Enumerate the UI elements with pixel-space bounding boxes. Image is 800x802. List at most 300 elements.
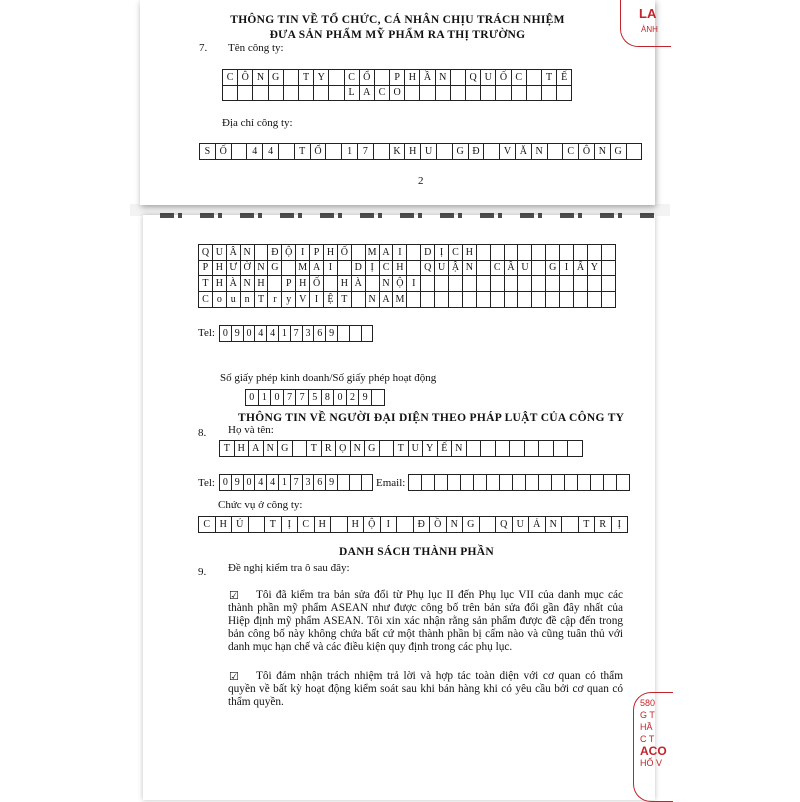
- email-cells: [408, 474, 630, 491]
- char-cell: [435, 475, 448, 490]
- char-cell: [602, 276, 616, 291]
- char-cell: [477, 260, 491, 275]
- stamp-bottom-text-6: HỐ V: [640, 758, 663, 768]
- char-cell: Ấ: [574, 260, 588, 275]
- char-cell: [546, 245, 560, 260]
- char-cell: [539, 441, 554, 456]
- char-cell: Ộ: [282, 245, 296, 260]
- char-cell: 9: [232, 475, 244, 490]
- char-cell: 1: [259, 390, 272, 405]
- char-cell: [338, 475, 350, 490]
- char-cell: [542, 85, 557, 100]
- char-cell: [627, 144, 643, 159]
- char-cell: P: [310, 245, 324, 260]
- char-cell: G: [611, 144, 627, 159]
- document-page-1: [140, 0, 655, 205]
- char-cell: Ị: [612, 517, 629, 532]
- char-cell: [505, 245, 519, 260]
- char-cell: [421, 276, 435, 291]
- char-cell: Ầ: [420, 70, 435, 85]
- char-cell: u: [227, 292, 241, 307]
- char-cell: 9: [359, 390, 372, 405]
- char-cell: [436, 85, 451, 100]
- char-cell: [491, 245, 505, 260]
- char-cell: U: [435, 260, 449, 275]
- page1-title-line1: THÔNG TIN VỀ TỔ CHỨC, CÁ NHÂN CHỊU TRÁCH NHIỆM: [230, 14, 565, 26]
- char-cell: N: [255, 260, 269, 275]
- char-cell: [409, 475, 422, 490]
- char-cell: [477, 292, 491, 307]
- char-cell: H: [255, 276, 269, 291]
- char-cell: 6: [314, 326, 326, 341]
- char-cell: [329, 85, 344, 100]
- char-cell: Q: [496, 517, 513, 532]
- char-cell: [451, 85, 466, 100]
- char-cell: [604, 475, 617, 490]
- char-cell: [435, 276, 449, 291]
- char-cell: Ủ: [232, 517, 249, 532]
- stamp-bottom-text-4: C T: [640, 734, 655, 744]
- char-cell: C: [563, 144, 579, 159]
- char-cell: 1: [279, 326, 291, 341]
- char-cell: [374, 144, 390, 159]
- char-cell: P: [199, 260, 213, 275]
- char-cell: T: [579, 517, 596, 532]
- char-cell: [518, 292, 532, 307]
- char-cell: Y: [423, 441, 438, 456]
- char-cell: [512, 85, 527, 100]
- char-cell: Ô: [238, 70, 253, 85]
- company-name-row-1: [222, 69, 572, 86]
- char-cell: U: [481, 70, 496, 85]
- char-cell: [548, 144, 564, 159]
- char-cell: [338, 326, 350, 341]
- char-cell: [496, 441, 511, 456]
- char-cell: 5: [309, 390, 322, 405]
- char-cell: 8: [322, 390, 335, 405]
- char-cell: [338, 260, 352, 275]
- char-cell: G: [365, 441, 380, 456]
- section-9-number: 9.: [198, 566, 207, 578]
- char-cell: G: [546, 260, 560, 275]
- license-number-cells: [245, 389, 385, 406]
- char-cell: 3: [303, 475, 315, 490]
- char-cell: 9: [232, 326, 244, 341]
- char-cell: C: [449, 245, 463, 260]
- char-cell: [574, 292, 588, 307]
- char-cell: [602, 292, 616, 307]
- address-row-4: [198, 276, 616, 292]
- char-cell: Ă: [516, 144, 532, 159]
- char-cell: I: [296, 245, 310, 260]
- char-cell: [588, 276, 602, 291]
- char-cell: [562, 517, 579, 532]
- char-cell: [435, 292, 449, 307]
- char-cell: I: [310, 292, 324, 307]
- char-cell: C: [345, 70, 360, 85]
- char-cell: [602, 245, 616, 260]
- char-cell: 7: [284, 390, 297, 405]
- char-cell: [314, 85, 329, 100]
- char-cell: [437, 144, 453, 159]
- char-cell: [557, 85, 572, 100]
- char-cell: Ư: [227, 260, 241, 275]
- stamp-bottom-text-2: G T: [640, 710, 655, 720]
- stamp-bottom-text-5: ACO: [640, 744, 667, 758]
- char-cell: 9: [326, 475, 338, 490]
- char-cell: [588, 245, 602, 260]
- char-cell: Ô: [579, 144, 595, 159]
- char-cell: Q: [421, 260, 435, 275]
- char-cell: [331, 517, 348, 532]
- rep-name-cells: [219, 440, 583, 457]
- char-cell: H: [338, 276, 352, 291]
- char-cell: Đ: [268, 245, 282, 260]
- char-cell: U: [513, 517, 530, 532]
- char-cell: 0: [334, 390, 347, 405]
- char-cell: A: [310, 260, 324, 275]
- char-cell: [518, 245, 532, 260]
- char-cell: [449, 276, 463, 291]
- char-cell: [329, 70, 344, 85]
- char-cell: R: [322, 441, 337, 456]
- char-cell: 7: [358, 144, 374, 159]
- address-row-5: [198, 292, 616, 308]
- char-cell: [463, 276, 477, 291]
- char-cell: [420, 85, 435, 100]
- char-cell: [560, 276, 574, 291]
- declaration-paragraph-2: Tôi đảm nhận trách nhiệm trả lời và hợp tác toàn diện với cơ quan có thẩm quyền về bất kỳ hoạt động kiểm soát sau khi bán hàng khi có yêu cầu bởi cơ quan có thẩm quyền.: [228, 670, 623, 708]
- char-cell: T: [542, 70, 557, 85]
- char-cell: 0: [244, 475, 256, 490]
- stamp-top-text-1: LA: [639, 6, 657, 21]
- char-cell: H: [216, 517, 233, 532]
- char-cell: T: [338, 292, 352, 307]
- char-cell: [546, 292, 560, 307]
- char-cell: 4: [263, 144, 279, 159]
- char-cell: H: [405, 144, 421, 159]
- char-cell: P: [282, 276, 296, 291]
- char-cell: G: [278, 441, 293, 456]
- char-cell: [527, 70, 542, 85]
- char-cell: 2: [347, 390, 360, 405]
- char-cell: T: [299, 70, 314, 85]
- char-cell: Q: [199, 245, 213, 260]
- char-cell: Q: [466, 70, 481, 85]
- char-cell: C: [375, 85, 390, 100]
- char-cell: N: [264, 441, 279, 456]
- char-cell: A: [380, 292, 394, 307]
- char-cell: Ổ: [360, 70, 375, 85]
- char-cell: D: [421, 245, 435, 260]
- char-cell: Ọ: [336, 441, 351, 456]
- ingredients-title: DANH SÁCH THÀNH PHẦN: [339, 546, 494, 558]
- char-cell: Ờ: [241, 260, 255, 275]
- char-cell: G: [268, 260, 282, 275]
- char-cell: N: [380, 276, 394, 291]
- page-number: 2: [418, 175, 424, 187]
- char-cell: [565, 475, 578, 490]
- char-cell: V: [296, 292, 310, 307]
- char-cell: [362, 326, 374, 341]
- char-cell: 7: [291, 326, 303, 341]
- char-cell: 0: [271, 390, 284, 405]
- char-cell: [380, 441, 395, 456]
- char-cell: C: [199, 517, 216, 532]
- char-cell: [255, 245, 269, 260]
- char-cell: [421, 292, 435, 307]
- char-cell: [279, 144, 295, 159]
- char-cell: I: [324, 260, 338, 275]
- char-cell: [527, 85, 542, 100]
- char-cell: [352, 245, 366, 260]
- char-cell: P: [390, 70, 405, 85]
- char-cell: N: [447, 517, 464, 532]
- char-cell: [481, 441, 496, 456]
- char-cell: [238, 85, 253, 100]
- char-cell: [474, 475, 487, 490]
- char-cell: [546, 276, 560, 291]
- char-cell: [539, 475, 552, 490]
- char-cell: A: [249, 441, 264, 456]
- declaration-paragraph-1: Tôi đã kiểm tra bản sửa đổi từ Phụ lục II đến Phụ lục VII của danh mục các thành phần mỹ phẩm ASEAN như được công bố trên bản sửa đổi gần đây nhất của Hiệp định mỹ phẩm ASEAN. Tôi xin xác nhận rằng sản phẩm được đề cập đến trong bản công bố này không chứa bất cứ một thành phần bị cấm nào và cũng tuân thủ với danh mục hạn chế và các điều kiện quy định trong các phụ lục.: [228, 589, 623, 653]
- char-cell: [477, 245, 491, 260]
- char-cell: Ậ: [449, 260, 463, 275]
- license-label: Số giấy phép kinh doanh/Số giấy phép hoạt động: [220, 372, 437, 384]
- char-cell: [249, 517, 266, 532]
- char-cell: G: [453, 144, 469, 159]
- char-cell: A: [360, 85, 375, 100]
- char-cell: [480, 517, 497, 532]
- char-cell: o: [213, 292, 227, 307]
- char-cell: [407, 260, 421, 275]
- char-cell: G: [269, 70, 284, 85]
- char-cell: [532, 292, 546, 307]
- section-8-number: 8.: [198, 427, 207, 439]
- char-cell: T: [199, 276, 213, 291]
- char-cell: N: [436, 70, 451, 85]
- char-cell: [513, 475, 526, 490]
- char-cell: [461, 475, 474, 490]
- char-cell: [223, 85, 238, 100]
- char-cell: N: [253, 70, 268, 85]
- char-cell: H: [296, 276, 310, 291]
- char-cell: [448, 475, 461, 490]
- char-cell: Ổ: [311, 144, 327, 159]
- char-cell: Ồ: [430, 517, 447, 532]
- company-address-row-1: [199, 143, 642, 160]
- char-cell: U: [213, 245, 227, 260]
- tel-label: Tel:: [198, 327, 215, 339]
- rep-name-label: Họ và tên:: [228, 424, 274, 436]
- char-cell: [350, 326, 362, 341]
- char-cell: [505, 276, 519, 291]
- char-cell: [463, 292, 477, 307]
- char-cell: 7: [296, 390, 309, 405]
- char-cell: 1: [279, 475, 291, 490]
- char-cell: U: [421, 144, 437, 159]
- char-cell: C: [380, 260, 394, 275]
- char-cell: Ố: [496, 70, 511, 85]
- char-cell: N: [463, 260, 477, 275]
- char-cell: N: [366, 292, 380, 307]
- checkbox-2-icon: ☑: [229, 671, 239, 683]
- char-cell: [568, 441, 583, 456]
- char-cell: 4: [255, 326, 267, 341]
- page1-title-line2: ĐƯA SẢN PHẨM MỸ PHẨM RA THỊ TRƯỜNG: [269, 29, 526, 41]
- char-cell: [510, 441, 525, 456]
- char-cell: [525, 441, 540, 456]
- char-cell: I: [560, 260, 574, 275]
- char-cell: Ộ: [393, 276, 407, 291]
- char-cell: H: [213, 276, 227, 291]
- stamp-top-text-2: ÀNH: [641, 25, 658, 34]
- char-cell: Ố: [216, 144, 232, 159]
- address-row-2: [198, 244, 616, 261]
- char-cell: n: [241, 292, 255, 307]
- char-cell: Ị: [366, 260, 380, 275]
- section-7-number: 7.: [199, 42, 208, 54]
- char-cell: 4: [267, 475, 279, 490]
- char-cell: U: [409, 441, 424, 456]
- char-cell: [397, 517, 414, 532]
- char-cell: C: [223, 70, 238, 85]
- address-row-3: [198, 260, 616, 276]
- char-cell: Ị: [282, 517, 299, 532]
- char-cell: [496, 85, 511, 100]
- char-cell: [299, 85, 314, 100]
- char-cell: 6: [314, 475, 326, 490]
- char-cell: [532, 260, 546, 275]
- char-cell: I: [407, 276, 421, 291]
- char-cell: [467, 441, 482, 456]
- char-cell: [574, 245, 588, 260]
- char-cell: 7: [291, 475, 303, 490]
- char-cell: H: [348, 517, 365, 532]
- char-cell: [487, 475, 500, 490]
- char-cell: T: [295, 144, 311, 159]
- checkbox-1-icon: ☑: [229, 590, 239, 602]
- char-cell: T: [394, 441, 409, 456]
- char-cell: [352, 292, 366, 307]
- char-cell: [617, 475, 630, 490]
- char-cell: Ộ: [364, 517, 381, 532]
- char-cell: y: [282, 292, 296, 307]
- char-cell: [578, 475, 591, 490]
- char-cell: H: [213, 260, 227, 275]
- char-cell: 4: [267, 326, 279, 341]
- char-cell: L: [345, 85, 360, 100]
- page2-top-marks: [160, 213, 655, 218]
- char-cell: Y: [588, 260, 602, 275]
- char-cell: N: [532, 144, 548, 159]
- position-cells: [198, 516, 628, 533]
- char-cell: I: [393, 245, 407, 260]
- char-cell: Ố: [338, 245, 352, 260]
- char-cell: Ế: [557, 70, 572, 85]
- char-cell: Y: [314, 70, 329, 85]
- company-stamp-top: [620, 0, 671, 47]
- char-cell: [451, 70, 466, 85]
- char-cell: 1: [342, 144, 358, 159]
- char-cell: 4: [247, 144, 263, 159]
- char-cell: Ố: [310, 276, 324, 291]
- char-cell: [574, 276, 588, 291]
- char-cell: Ầ: [505, 260, 519, 275]
- char-cell: N: [241, 245, 255, 260]
- char-cell: [481, 85, 496, 100]
- char-cell: C: [199, 292, 213, 307]
- char-cell: [466, 85, 481, 100]
- char-cell: [552, 475, 565, 490]
- char-cell: [422, 475, 435, 490]
- char-cell: [284, 70, 299, 85]
- char-cell: M: [366, 245, 380, 260]
- char-cell: [554, 441, 569, 456]
- char-cell: [293, 441, 308, 456]
- char-cell: [491, 292, 505, 307]
- char-cell: [268, 276, 282, 291]
- rep-tel-cells: [219, 474, 373, 491]
- char-cell: G: [463, 517, 480, 532]
- char-cell: Đ: [469, 144, 485, 159]
- char-cell: Ị: [435, 245, 449, 260]
- char-cell: Ệ: [324, 292, 338, 307]
- char-cell: T: [255, 292, 269, 307]
- char-cell: N: [351, 441, 366, 456]
- char-cell: H: [393, 260, 407, 275]
- char-cell: 4: [255, 475, 267, 490]
- char-cell: M: [296, 260, 310, 275]
- company-name-row-2: [222, 85, 572, 101]
- char-cell: [232, 144, 248, 159]
- char-cell: [526, 475, 539, 490]
- char-cell: [366, 276, 380, 291]
- char-cell: 3: [303, 326, 315, 341]
- char-cell: A: [380, 245, 394, 260]
- char-cell: C: [491, 260, 505, 275]
- char-cell: O: [390, 85, 405, 100]
- char-cell: À: [352, 276, 366, 291]
- char-cell: [407, 245, 421, 260]
- char-cell: [518, 276, 532, 291]
- char-cell: M: [393, 292, 407, 307]
- char-cell: [253, 85, 268, 100]
- char-cell: N: [241, 276, 255, 291]
- char-cell: [532, 245, 546, 260]
- char-cell: 0: [220, 326, 232, 341]
- char-cell: [505, 292, 519, 307]
- char-cell: [560, 292, 574, 307]
- char-cell: [591, 475, 604, 490]
- char-cell: 9: [326, 326, 338, 341]
- char-cell: H: [315, 517, 332, 532]
- char-cell: [350, 475, 362, 490]
- char-cell: [477, 276, 491, 291]
- char-cell: T: [220, 441, 235, 456]
- char-cell: 0: [244, 326, 256, 341]
- char-cell: I: [381, 517, 398, 532]
- char-cell: [560, 245, 574, 260]
- char-cell: [362, 475, 374, 490]
- char-cell: Ả: [529, 517, 546, 532]
- char-cell: D: [352, 260, 366, 275]
- char-cell: T: [265, 517, 282, 532]
- char-cell: À: [227, 276, 241, 291]
- company-name-label: Tên công ty:: [228, 42, 284, 54]
- char-cell: [484, 144, 500, 159]
- legal-rep-title: THÔNG TIN VỀ NGƯỜI ĐẠI DIỆN THEO PHÁP LUẬT CỦA CÔNG TY: [238, 412, 625, 424]
